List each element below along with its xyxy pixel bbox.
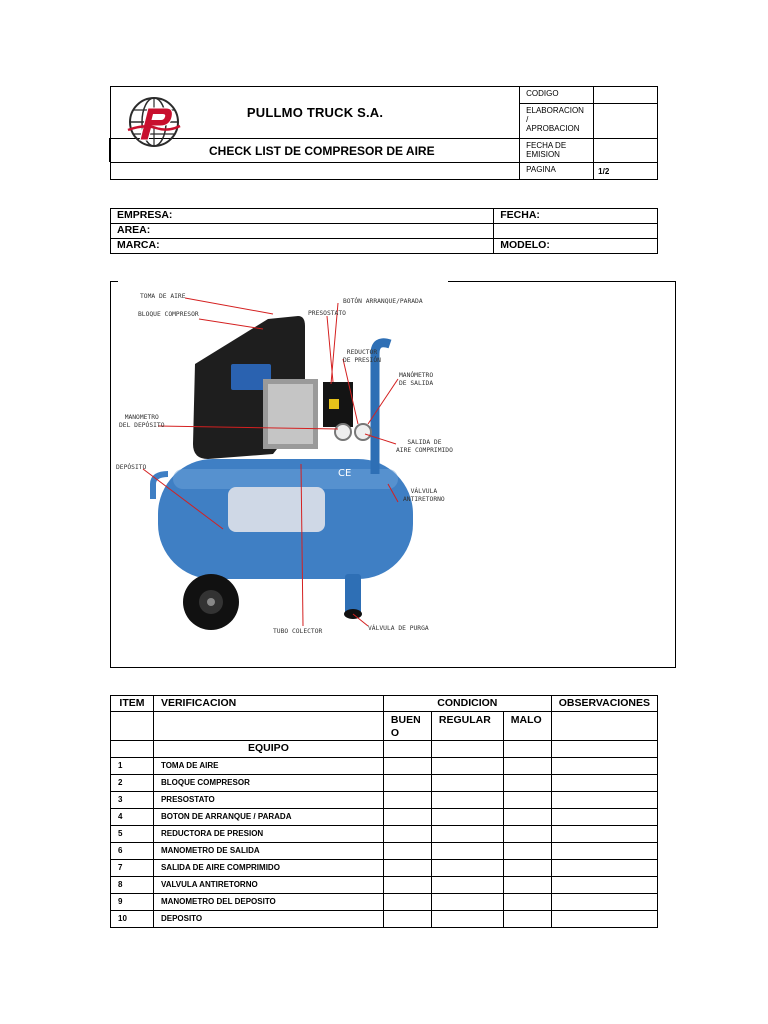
row-observaciones-cell[interactable] xyxy=(551,792,657,809)
row-observaciones-cell[interactable] xyxy=(551,826,657,843)
row-item-number: 6 xyxy=(111,843,154,860)
label-reductor xyxy=(343,349,381,365)
col-bueno-header xyxy=(383,712,431,741)
row-observaciones-cell[interactable] xyxy=(551,775,657,792)
row-malo-cell[interactable] xyxy=(503,809,551,826)
col-regular-header: REGULAR xyxy=(431,712,503,741)
row-item-number: 2 xyxy=(111,775,154,792)
row-bueno-cell[interactable] xyxy=(383,809,431,826)
label-manometro-salida xyxy=(399,372,433,388)
label-salida-line-1: SALIDA DE xyxy=(407,439,442,446)
label-manometro-deposito-line-2: DEL DEPÓSITO xyxy=(119,422,165,429)
checklist-row xyxy=(111,792,658,809)
checklist-rows xyxy=(111,758,658,928)
row-regular-cell[interactable] xyxy=(431,792,503,809)
checklist-row xyxy=(111,775,658,792)
row-item-name: REDUCTORA DE PRESION xyxy=(153,826,383,843)
row-item-number: 3 xyxy=(111,792,154,809)
row-regular-cell[interactable] xyxy=(431,877,503,894)
checklist-row xyxy=(111,894,658,911)
label-tubo-colector: TUBO COLECTOR xyxy=(273,628,323,635)
row-bueno-cell[interactable] xyxy=(383,894,431,911)
row-malo-cell[interactable] xyxy=(503,911,551,928)
row-bueno-cell[interactable] xyxy=(383,911,431,928)
modelo-field[interactable]: MODELO: xyxy=(494,239,658,254)
row-malo-cell[interactable] xyxy=(503,792,551,809)
label-valvula-purga: VÁLVULA DE PURGA xyxy=(368,625,429,632)
checklist-row xyxy=(111,758,658,775)
company-info-table xyxy=(110,208,658,254)
compressor-diagram xyxy=(113,284,453,654)
row-item-name: MANOMETRO DE SALIDA xyxy=(153,843,383,860)
col-verificacion-header: VERIFICACION xyxy=(153,696,383,712)
area-field[interactable]: AREA: xyxy=(111,224,494,239)
label-salida-aire xyxy=(396,439,453,455)
row-observaciones-cell[interactable] xyxy=(551,911,657,928)
col-malo-header: MALO xyxy=(503,712,551,741)
col-condicion-header: CONDICION xyxy=(383,696,551,712)
label-valvula-antiretorno xyxy=(403,488,445,504)
checklist-row xyxy=(111,911,658,928)
row-regular-cell[interactable] xyxy=(431,826,503,843)
label-manometro-deposito xyxy=(119,414,165,430)
label-deposito: DEPÓSITO xyxy=(116,464,147,471)
codigo-value xyxy=(594,87,658,104)
row-observaciones-cell[interactable] xyxy=(551,894,657,911)
row-bueno-cell[interactable] xyxy=(383,860,431,877)
pagina-value: 1/2 xyxy=(594,163,658,180)
row-item-number: 4 xyxy=(111,809,154,826)
row-observaciones-cell[interactable] xyxy=(551,758,657,775)
row-observaciones-cell[interactable] xyxy=(551,877,657,894)
section-equipo: EQUIPO xyxy=(153,741,383,758)
row-bueno-cell[interactable] xyxy=(383,826,431,843)
elaboracion-line-2: / xyxy=(526,115,529,124)
row-malo-cell[interactable] xyxy=(503,894,551,911)
checklist-table xyxy=(110,695,658,928)
label-salida-line-2: AIRE COMPRIMIDO xyxy=(396,447,453,454)
label-boton: BOTÓN ARRANQUE/PARADA xyxy=(343,298,423,305)
fecha-field[interactable]: FECHA: xyxy=(494,209,658,224)
elaboracion-label xyxy=(520,104,594,139)
row-item-name: BLOQUE COMPRESOR xyxy=(153,775,383,792)
globe-logo-icon xyxy=(126,96,182,148)
fecha-emision-label xyxy=(520,139,594,163)
elaboracion-value xyxy=(594,104,658,139)
label-reductor-line-2: DE PRESIÓN xyxy=(343,357,381,364)
row-item-number: 10 xyxy=(111,911,154,928)
row-malo-cell[interactable] xyxy=(503,758,551,775)
row-regular-cell[interactable] xyxy=(431,809,503,826)
row-malo-cell[interactable] xyxy=(503,860,551,877)
label-manometro-salida-line-2: DE SALIDA xyxy=(399,380,434,387)
row-item-name: PRESOSTATO xyxy=(153,792,383,809)
row-malo-cell[interactable] xyxy=(503,877,551,894)
row-bueno-cell[interactable] xyxy=(383,877,431,894)
row-item-name: SALIDA DE AIRE COMPRIMIDO xyxy=(153,860,383,877)
col-bueno-line-2: O xyxy=(390,727,400,739)
row-regular-cell[interactable] xyxy=(431,775,503,792)
label-bloque-compresor: BLOQUE COMPRESOR xyxy=(138,311,199,318)
row-item-name: BOTON DE ARRANQUE / PARADA xyxy=(153,809,383,826)
row-item-name: VALVULA ANTIRETORNO xyxy=(153,877,383,894)
checklist-row xyxy=(111,826,658,843)
label-manometro-salida-line-1: MANÓMETRO xyxy=(399,372,434,379)
fecha-emision-line-2: EMISION xyxy=(526,150,560,159)
company-logo xyxy=(126,96,182,148)
checklist-row xyxy=(111,809,658,826)
row-observaciones-cell[interactable] xyxy=(551,843,657,860)
marca-field[interactable]: MARCA: xyxy=(111,239,494,254)
col-observaciones-header: OBSERVACIONES xyxy=(551,696,657,712)
elaboracion-line-3: APROBACION xyxy=(526,124,580,133)
elaboracion-line-1: ELABORACION xyxy=(526,106,584,115)
row-malo-cell[interactable] xyxy=(503,775,551,792)
checklist-row xyxy=(111,860,658,877)
col-bueno-line-1: BUEN xyxy=(390,714,421,726)
row-bueno-cell[interactable] xyxy=(383,758,431,775)
row-regular-cell[interactable] xyxy=(431,843,503,860)
row-malo-cell[interactable] xyxy=(503,843,551,860)
row-item-number: 7 xyxy=(111,860,154,877)
row-observaciones-cell[interactable] xyxy=(551,860,657,877)
row-item-name: DEPOSITO xyxy=(153,911,383,928)
checklist-row xyxy=(111,843,658,860)
label-reductor-line-1: REDUCTOR xyxy=(346,349,378,356)
row-item-number: 5 xyxy=(111,826,154,843)
pagina-label: PAGINA xyxy=(520,163,594,180)
checklist-row xyxy=(111,877,658,894)
empresa-field[interactable]: EMPRESA: xyxy=(111,209,494,224)
fecha-emision-value xyxy=(594,139,658,163)
label-manometro-deposito-line-1: MANOMETRO xyxy=(124,414,159,421)
row-item-number: 9 xyxy=(111,894,154,911)
fecha-emision-line-1: FECHA DE xyxy=(526,141,567,150)
row-regular-cell[interactable] xyxy=(431,860,503,877)
header-blank-cell xyxy=(111,163,520,180)
ce-mark: CE xyxy=(338,468,352,479)
row-regular-cell[interactable] xyxy=(431,758,503,775)
col-item-header: ITEM xyxy=(111,696,154,712)
row-item-name: TOMA DE AIRE xyxy=(153,758,383,775)
company-name: PULLMO TRUCK S.A. xyxy=(111,87,520,139)
row-item-number: 1 xyxy=(111,758,154,775)
row-observaciones-cell[interactable] xyxy=(551,809,657,826)
row-regular-cell[interactable] xyxy=(431,894,503,911)
codigo-label: CODIGO xyxy=(520,87,594,104)
label-presostato: PRESOSTATO xyxy=(308,310,346,317)
document-header xyxy=(110,86,658,180)
air-compressor-illustration xyxy=(113,284,448,654)
row-item-number: 8 xyxy=(111,877,154,894)
row-regular-cell[interactable] xyxy=(431,911,503,928)
row-bueno-cell[interactable] xyxy=(383,843,431,860)
area-extra-field[interactable] xyxy=(494,224,658,239)
row-malo-cell[interactable] xyxy=(503,826,551,843)
label-valvula-line-1: VÁLVULA xyxy=(410,488,438,495)
row-bueno-cell[interactable] xyxy=(383,775,431,792)
document-title: CHECK LIST DE COMPRESOR DE AIRE xyxy=(111,139,520,163)
row-item-name: MANOMETRO DEL DEPOSITO xyxy=(153,894,383,911)
row-bueno-cell[interactable] xyxy=(383,792,431,809)
label-toma-de-aire: TOMA DE AIRE xyxy=(140,293,186,300)
label-valvula-line-2: ANTIRETORNO xyxy=(403,496,445,503)
